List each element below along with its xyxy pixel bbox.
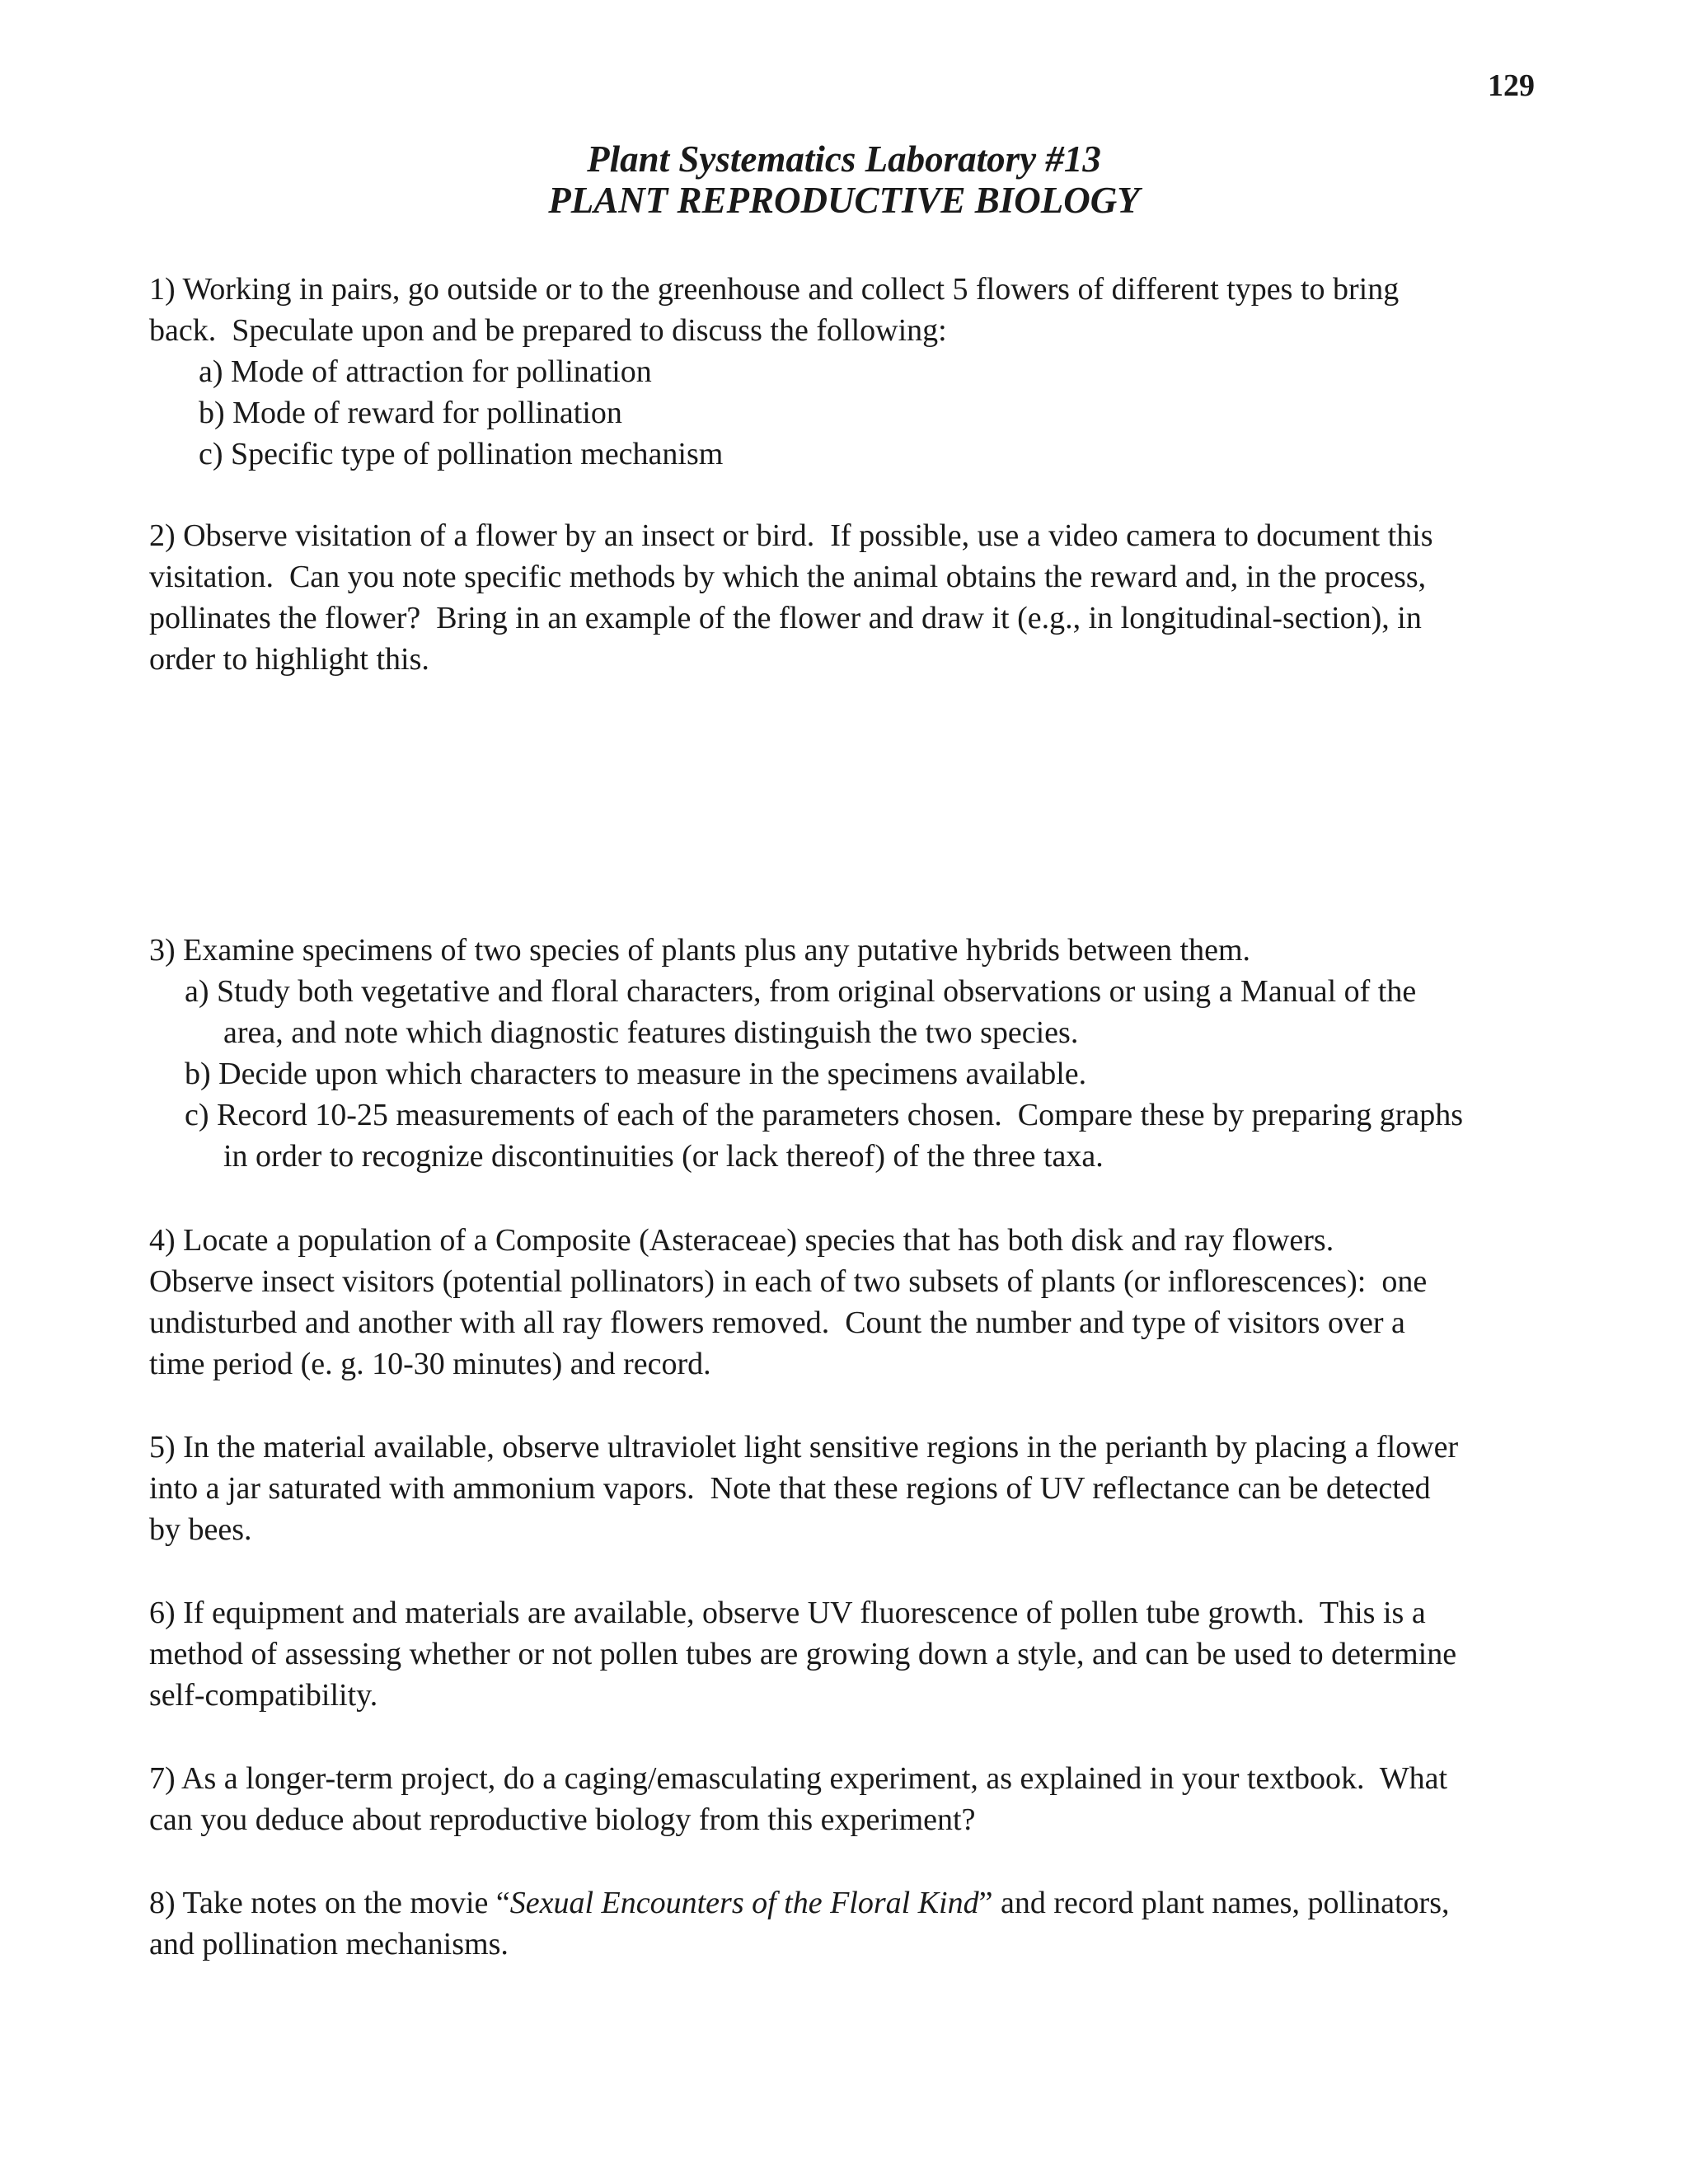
q1-item-a: a) Mode of attraction for pollination [199, 354, 652, 389]
q8-line [149, 1882, 1550, 1924]
q3-item-b: b) Decide upon which characters to measure in the specimens available. [185, 1057, 1087, 1091]
title-line-1: Plant Systematics Laboratory #13 [587, 138, 1101, 180]
q2-line: pollinates the flower? Bring in an example of the flower and draw it (e.g., in longitudinal-section), in [149, 601, 1422, 635]
q6-line: self-compatibility. [149, 1678, 378, 1713]
page-title [0, 138, 1688, 221]
question-6 [149, 1592, 1550, 1716]
q3-item-c-cont: in order to recognize discontinuities (or lack thereof) of the three taxa. [223, 1139, 1104, 1174]
q1-line: 1) Working in pairs, go outside or to the greenhouse and collect 5 flowers of different types to bring [149, 272, 1400, 307]
q3-item-c: c) Record 10-25 measurements of each of the parameters chosen. Compare these by preparing graphs [185, 1098, 1464, 1132]
q4-line: time period (e. g. 10-30 minutes) and record. [149, 1347, 711, 1381]
movie-title: Sexual Encounters of the Floral Kind [509, 1886, 979, 1920]
q8-prefix: 8) Take notes on the movie “ [149, 1886, 510, 1920]
q4-line: undisturbed and another with all ray flowers removed. Count the number and type of visitors over a [149, 1305, 1405, 1340]
q1-item-b: b) Mode of reward for pollination [199, 396, 622, 430]
q3-item-a: a) Study both vegetative and floral characters, from original observations or using a Manual of the [185, 974, 1417, 1009]
q6-line: method of assessing whether or not pollen tubes are growing down a style, and can be used to determine [149, 1637, 1457, 1671]
q5-line: 5) In the material available, observe ultraviolet light sensitive regions in the perianth by placing a flower [149, 1430, 1459, 1465]
question-2 [149, 515, 1550, 680]
q1-item-c: c) Specific type of pollination mechanism [199, 437, 724, 471]
q3-line: 3) Examine specimens of two species of plants plus any putative hybrids between them. [149, 933, 1251, 968]
question-3 [149, 930, 1550, 1177]
question-8 [149, 1882, 1550, 1965]
q8-suffix: ” and record plant names, pollinators, [978, 1886, 1450, 1920]
question-1 [149, 269, 1550, 475]
question-7 [149, 1758, 1550, 1840]
q5-line: by bees. [149, 1512, 252, 1547]
q7-line: 7) As a longer-term project, do a caging/emasculating experiment, as explained in your textbook. What [149, 1761, 1448, 1796]
q1-line: back. Speculate upon and be prepared to discuss the following: [149, 313, 947, 348]
q2-line: 2) Observe visitation of a flower by an insect or bird. If possible, use a video camera to document this [149, 518, 1433, 553]
q4-line: 4) Locate a population of a Composite (Asteraceae) species that has both disk and ray flowers. [149, 1223, 1334, 1258]
question-5 [149, 1427, 1550, 1550]
q5-line: into a jar saturated with ammonium vapors. Note that these regions of UV reflectance can be detected [149, 1471, 1431, 1506]
title-line-2: PLANT REPRODUCTIVE BIOLOGY [548, 180, 1140, 221]
q4-line: Observe insect visitors (potential pollinators) in each of two subsets of plants (or inflorescences): one [149, 1264, 1428, 1299]
q8-line: and pollination mechanisms. [149, 1927, 509, 1961]
q3-item-a-cont: area, and note which diagnostic features distinguish the two species. [223, 1015, 1079, 1050]
q7-line: can you deduce about reproductive biology from this experiment? [149, 1802, 976, 1837]
q2-line: order to highlight this. [149, 642, 429, 677]
question-4 [149, 1220, 1550, 1385]
page-number: 129 [1488, 68, 1535, 103]
q2-line: visitation. Can you note specific methods by which the animal obtains the reward and, in the process, [149, 560, 1427, 594]
q6-line: 6) If equipment and materials are available, observe UV fluorescence of pollen tube growth. This is a [149, 1596, 1426, 1630]
